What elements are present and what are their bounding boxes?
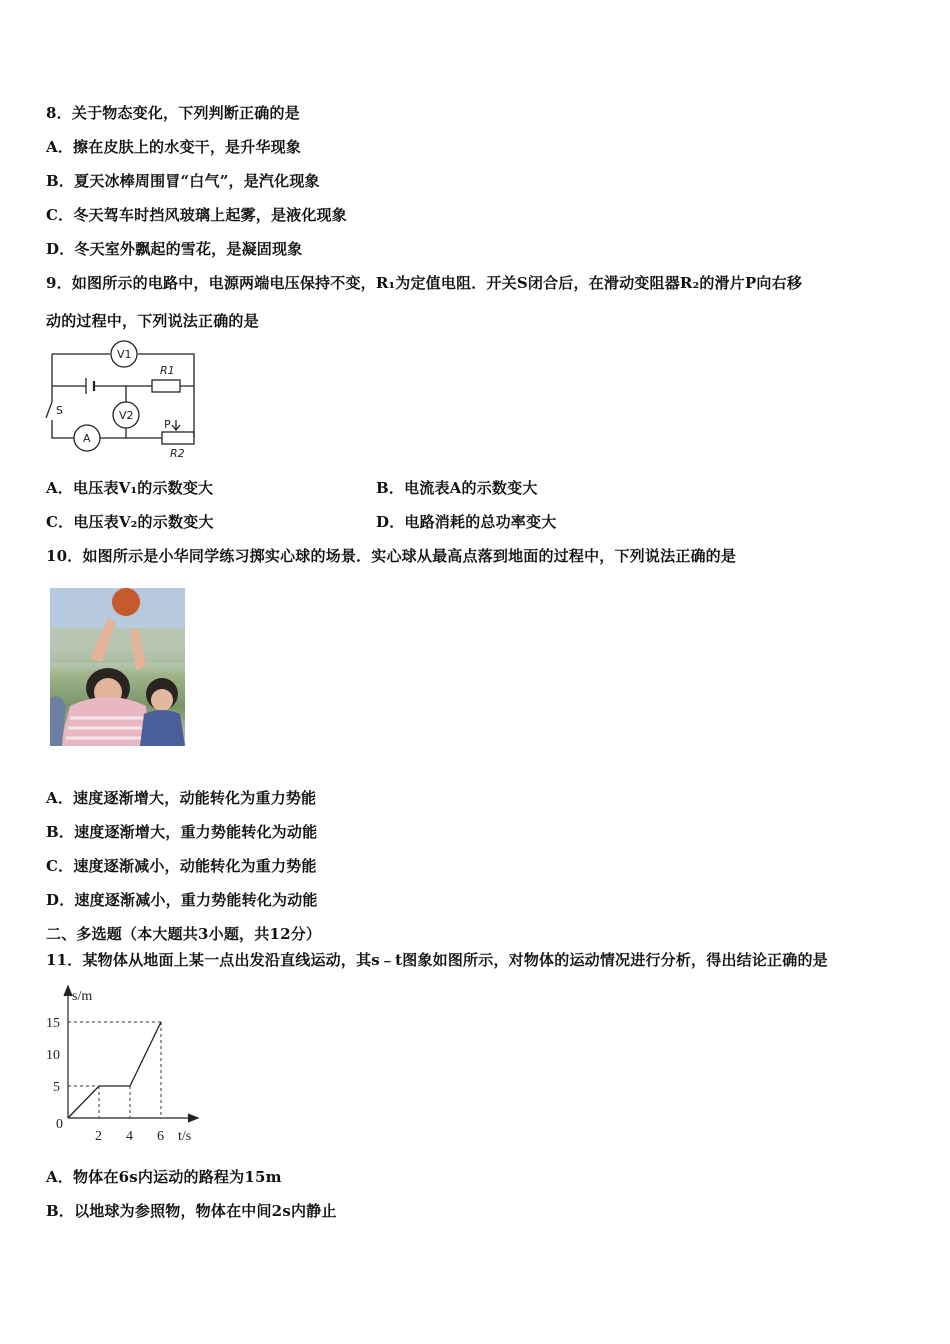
resistor-r1-symbol — [152, 380, 180, 392]
q11-option-b: B．以地球为参照物，物体在中间2s内静止 — [46, 1202, 337, 1220]
q9-stem-line1: 9．如图所示的电路中，电源两端电压保持不变，R₁为定值电阻．开关S闭合后，在滑动变阻器R₂的滑片P向右移 — [46, 274, 803, 292]
q8-option-b: B．夏天冰棒周围冒“白气”，是汽化现象 — [46, 172, 320, 190]
q8-stem: 8．关于物态变化，下列判断正确的是 — [46, 104, 300, 122]
q8-option-c: C．冬天驾车时挡风玻璃上起雾，是液化现象 — [46, 206, 347, 224]
shot-put-photo — [50, 588, 185, 746]
q9-option-b: B．电流表A的示数变大 — [376, 479, 538, 497]
circuit-diagram — [42, 338, 202, 462]
q10-stem: 10．如图所示是小华同学练习掷实心球的场景．实心球从最高点落到地面的过程中，下列说法正确的是 — [46, 547, 737, 565]
slider-label: P — [164, 418, 171, 431]
q9-option-c: C．电压表V₂的示数变大 — [46, 513, 214, 531]
q11-option-a: A．物体在6s内运动的路程为15m — [46, 1168, 282, 1186]
y-tick-15: 15 — [46, 1016, 60, 1031]
ball-icon — [112, 588, 140, 616]
q10-option-b: B．速度逐渐增大，重力势能转化为动能 — [46, 823, 318, 841]
s-t-series-line — [68, 1022, 161, 1118]
q8-option-d: D．冬天室外飘起的雪花，是凝固现象 — [46, 240, 303, 258]
x-tick-6: 6 — [157, 1129, 164, 1144]
x-tick-4: 4 — [126, 1129, 133, 1144]
v1-label: V1 — [117, 348, 132, 361]
origin-label: 0 — [56, 1117, 63, 1132]
v2-label: V2 — [119, 409, 134, 422]
switch-label: S — [56, 404, 63, 417]
q8-option-a: A．擦在皮肤上的水变干，是升华现象 — [46, 138, 302, 156]
ammeter-label: A — [83, 432, 91, 445]
q10-option-a: A．速度逐渐增大，动能转化为重力势能 — [46, 789, 317, 807]
s-t-graph — [40, 982, 210, 1148]
x-axis-label: t/s — [178, 1129, 192, 1144]
r1-label: R1 — [160, 364, 175, 377]
q9-stem-line2: 动的过程中，下列说法正确的是 — [46, 312, 259, 330]
q10-option-c: C．速度逐渐减小，动能转化为重力势能 — [46, 857, 317, 875]
q11-stem: 11．某物体从地面上某一点出发沿直线运动，其s﹣t图象如图所示，对物体的运动情况进行分析，得出结论正确的是 — [46, 951, 828, 969]
x-tick-2: 2 — [95, 1129, 102, 1144]
y-axis-label: s/m — [72, 989, 93, 1004]
y-tick-10: 10 — [46, 1048, 60, 1063]
y-axis-arrow — [64, 986, 72, 996]
q9-option-a: A．电压表V₁的示数变大 — [46, 479, 214, 497]
x-axis-arrow — [188, 1114, 198, 1122]
r2-label: R2 — [170, 447, 185, 460]
y-tick-5: 5 — [53, 1080, 60, 1095]
section-2-heading: 二、多选题（本大题共3小题，共12分） — [46, 925, 322, 943]
q10-option-d: D．速度逐渐减小，重力势能转化为动能 — [46, 891, 318, 909]
q9-option-d: D．电路消耗的总功率变大 — [376, 513, 557, 531]
